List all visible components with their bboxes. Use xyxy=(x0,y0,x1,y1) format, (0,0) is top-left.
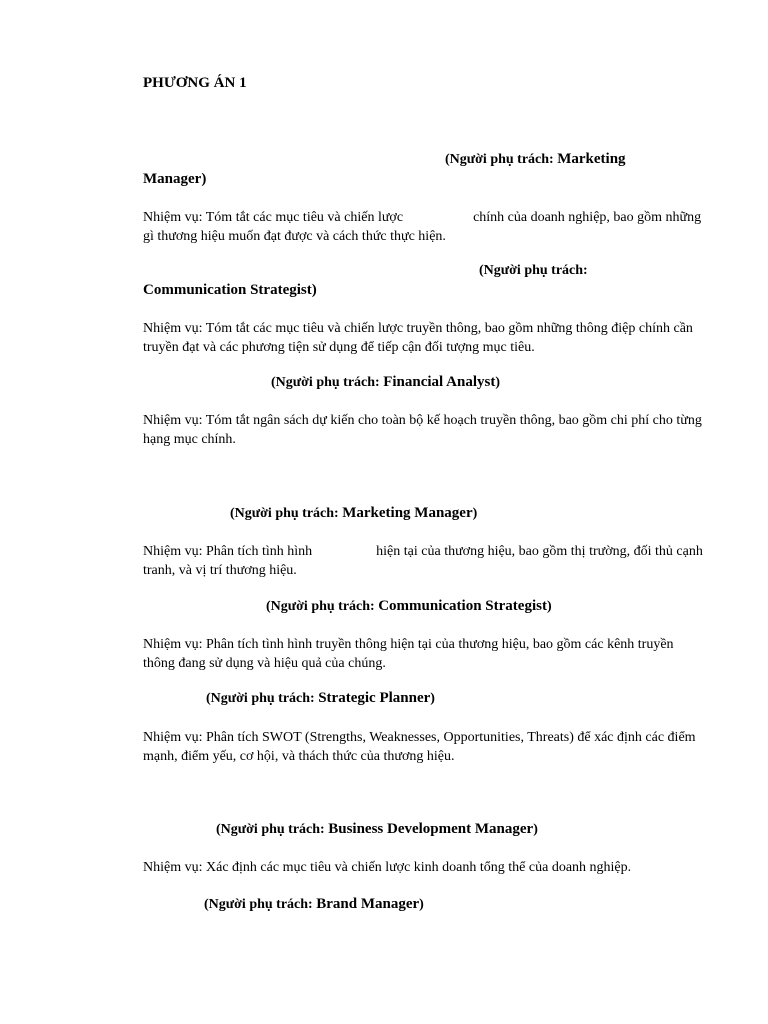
task-paragraph xyxy=(143,858,703,877)
task-paragraph xyxy=(143,728,703,766)
task-label: Nhiệm vụ: xyxy=(143,860,206,875)
responsible-prefix: (Người phụ trách: xyxy=(271,375,384,390)
responsible-close: ) xyxy=(495,375,500,390)
responsible-role: Communication Strategist xyxy=(378,598,547,614)
task-text-continued: chính của doanh nghiệp, bao gồm những gì thương hiệu muốn đạt được và cách thức thực hiện. xyxy=(143,210,702,244)
responsible-line xyxy=(266,598,552,615)
task-label: Nhiệm vụ: xyxy=(143,321,206,336)
task-text-continued: hiện tại của thương hiệu, bao gồm thị trường, đối thủ cạnh tranh, và vị trí thương hiệu. xyxy=(143,544,703,578)
task-text: Phân tích SWOT (Strengths, Weaknesses, Opportunities, Threats) để xác định các điểm mạnh, điểm yếu, cơ hội, và thách thức của thương hiệu. xyxy=(143,730,696,764)
task-text: Phân tích tình hình xyxy=(206,544,313,559)
responsible-close: ) xyxy=(546,599,552,614)
responsible-prefix: (Người phụ trách: xyxy=(206,691,319,706)
document-title: PHƯƠNG ÁN 1 xyxy=(143,75,247,91)
responsible-role: Strategic Planner xyxy=(318,690,431,706)
task-label: Nhiệm vụ: xyxy=(143,637,206,652)
task-text: Tóm tắt ngân sách dự kiến cho toàn bộ kế hoạch truyền thông, bao gồm chi phí cho từng hạng mục chính. xyxy=(143,413,702,447)
responsible-prefix: (Người phụ trách: xyxy=(204,897,317,912)
responsible-role: Business Development Manager xyxy=(328,821,534,837)
task-label: Nhiệm vụ: xyxy=(143,413,206,428)
task-paragraph xyxy=(143,208,703,246)
task-label: Nhiệm vụ: xyxy=(143,730,206,745)
responsible-prefix: (Người phụ trách: xyxy=(230,506,343,521)
task-paragraph xyxy=(143,319,703,357)
responsible-prefix: (Người phụ trách: xyxy=(266,599,379,614)
responsible-role: Brand Manager xyxy=(316,896,420,912)
task-label: Nhiệm vụ: xyxy=(143,544,206,559)
responsible-role: Marketing xyxy=(557,151,626,167)
task-text: Tóm tắt các mục tiêu và chiến lược truyền thông, bao gồm những thông điệp chính cần truyền đạt và các phương tiện sử dụng để tiếp cận đối tượng mục tiêu. xyxy=(143,321,693,355)
task-paragraph xyxy=(143,635,703,673)
responsible-line xyxy=(479,263,588,279)
responsible-role: Marketing Manager xyxy=(342,505,473,521)
responsible-prefix: (Người phụ trách: xyxy=(445,152,558,167)
task-paragraph xyxy=(143,542,703,580)
responsible-close: ) xyxy=(430,691,435,706)
responsible-line xyxy=(216,821,538,838)
responsible-close: ) xyxy=(419,897,424,912)
task-text: Xác định các mục tiêu và chiến lược kinh doanh tổng thể của doanh nghiệp. xyxy=(206,860,632,875)
responsible-prefix: (Người phụ trách: xyxy=(216,822,329,837)
responsible-prefix: (Người phụ trách: xyxy=(479,263,588,278)
responsible-line xyxy=(230,505,477,522)
task-paragraph xyxy=(143,411,703,449)
responsible-line xyxy=(271,374,500,391)
responsible-close: ) xyxy=(533,822,538,837)
task-label: Nhiệm vụ: xyxy=(143,210,206,225)
task-text: Tóm tắt các mục tiêu và chiến lược xyxy=(205,210,404,225)
responsible-role: Communication Strategist) xyxy=(143,282,317,298)
responsible-line-continued xyxy=(143,282,317,299)
responsible-line xyxy=(206,690,435,707)
task-text: Phân tích tình hình truyền thông hiện tại của thương hiệu, bao gồm các kênh truyền thông đang sử dụng và hiệu quả của chúng. xyxy=(143,637,674,671)
responsible-close: ) xyxy=(472,506,478,521)
responsible-line xyxy=(204,896,424,913)
responsible-line xyxy=(445,151,626,168)
responsible-role: Financial Analyst xyxy=(383,374,496,390)
responsible-role-continued: Manager) xyxy=(143,171,207,187)
responsible-line-continued xyxy=(143,171,206,188)
